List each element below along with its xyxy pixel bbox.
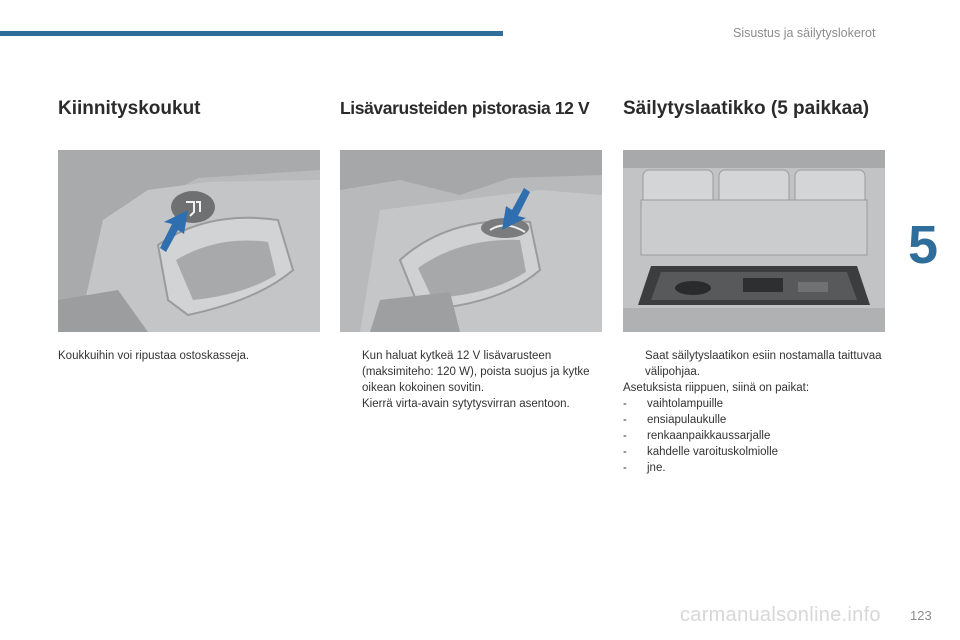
section-storage-box <box>623 98 893 474</box>
section-title-socket: Lisävarusteiden pistorasia 12 V <box>340 98 590 118</box>
list-item-text: ensiapulaukulle <box>647 414 727 426</box>
section-text-storage-box <box>623 348 885 476</box>
bullet-text: Saat säilytyslaatikon esiin nostamalla taittuvaa välipohjaa. <box>645 350 882 378</box>
list-item-text: jne. <box>647 462 666 474</box>
dash-marker: - <box>623 446 627 458</box>
trunk-hook-photo <box>58 150 320 332</box>
section-socket <box>340 98 610 410</box>
list-item <box>623 412 885 428</box>
trunk-hook-illustration <box>58 150 320 332</box>
watermark: carmanualsonline.info <box>680 604 881 626</box>
section-title-storage-box: Säilytyslaatikko (5 paikkaa) <box>623 98 870 119</box>
section-hooks <box>58 98 328 362</box>
chapter-title: Sisustus ja säilytyslokerot <box>733 26 876 40</box>
list-item-text: kahdelle varoituskolmiolle <box>647 446 779 458</box>
section-text-socket <box>340 348 602 412</box>
dash-marker: - <box>623 430 627 442</box>
dash-marker: - <box>623 462 627 474</box>
list-item <box>623 428 885 444</box>
bullet-item <box>340 396 602 412</box>
bullet-item <box>340 348 602 396</box>
bullet-item <box>623 348 885 380</box>
page-number: 123 <box>910 608 932 623</box>
list-item-text: renkaanpaikkaussarjalle <box>647 430 771 442</box>
section-text-hooks <box>58 348 320 364</box>
trunk-socket-illustration <box>340 150 602 332</box>
header-accent-bar <box>0 31 503 36</box>
list-item <box>623 460 885 476</box>
list-intro: Asetuksista riippuen, siinä on paikat: <box>623 382 810 394</box>
bullet-text: Kun haluat kytkeä 12 V lisävarusteen (maksimiteho: 120 W), poista suojus ja kytke oikean kokoinen sovitin. <box>362 350 590 394</box>
list-item-text: vaihtolampuille <box>647 398 724 410</box>
storage-box-illustration <box>623 150 885 332</box>
list-item <box>623 444 885 460</box>
paragraph: Koukkuihin voi ripustaa ostoskasseja. <box>58 350 250 362</box>
list-item <box>623 396 885 412</box>
chapter-number: 5 <box>907 215 939 275</box>
dash-marker: - <box>623 398 627 410</box>
dash-marker: - <box>623 414 627 426</box>
trunk-socket-photo <box>340 150 602 332</box>
section-title-hooks: Kiinnityskoukut <box>58 98 201 119</box>
bullet-text: Kierrä virta-avain sytytysvirran asentoon. <box>362 398 570 410</box>
storage-box-photo <box>623 150 885 332</box>
